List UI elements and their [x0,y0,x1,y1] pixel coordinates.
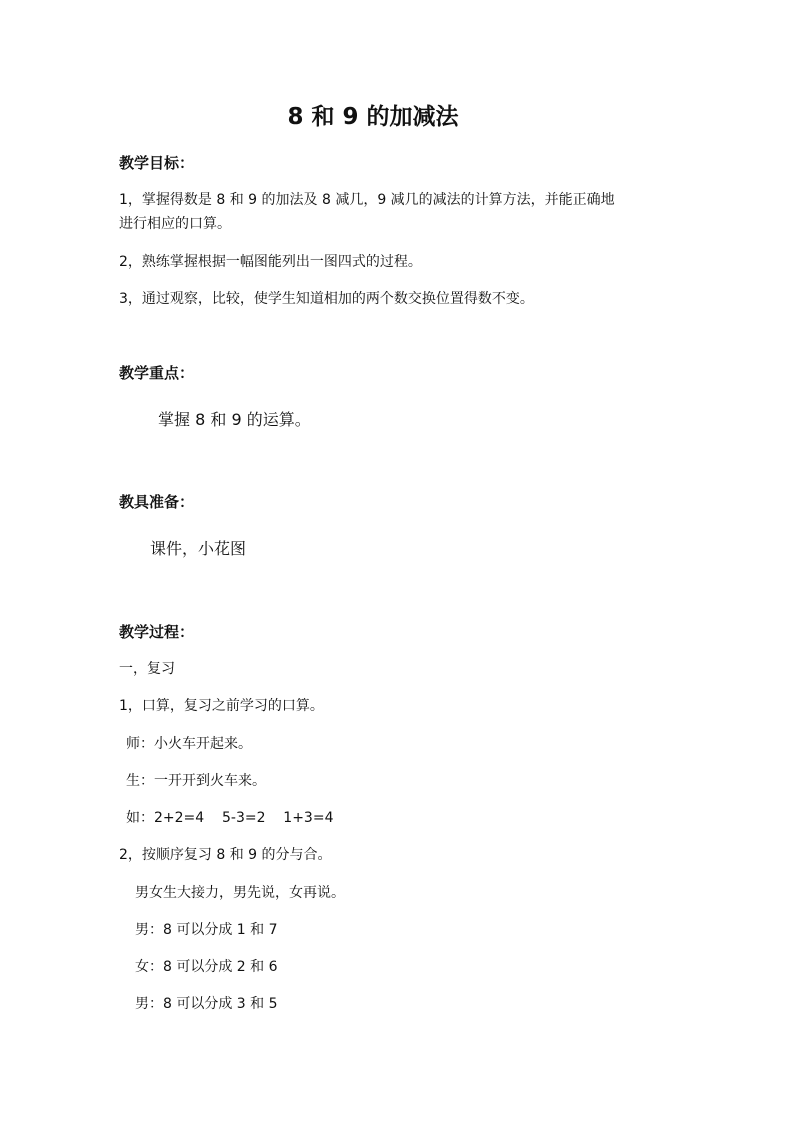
girl-line-1: 女：8 可以分成 2 和 6 [135,959,278,975]
materials-text: 课件，小花图 [150,539,247,558]
process-heading: 教学过程： [119,623,195,641]
review-section-title: 一，复习 [119,661,175,677]
boy-line-2: 男：8 可以分成 3 和 5 [135,996,278,1012]
teacher-line: 师：小火车开起来。 [126,736,252,752]
goal-item-2: 2，熟练掌握根据一幅图能列出一图四式的过程。 [119,254,422,270]
materials-heading: 教具准备： [119,493,195,511]
student-line: 生：一开开到火车来。 [126,773,266,789]
key-points-heading: 教学重点： [119,364,195,382]
process-step-2: 2，按顺序复习 8 和 9 的分与合。 [119,847,332,863]
goal-item-1-line-2: 进行相应的口算。 [119,216,231,232]
goal-item-1-line-1: 1，掌握得数是 8 和 9 的加法及 8 减几，9 减几的减法的计算方法，并能正确地 [119,192,615,208]
goals-heading: 教学目标： [119,154,195,172]
example-line: 如：2+2=4 5-3=2 1+3=4 [126,810,334,826]
goal-item-3: 3，通过观察，比较，使学生知道相加的两个数交换位置得数不变。 [119,291,534,307]
relay-instruction: 男女生大接力，男先说，女再说。 [135,885,345,901]
process-step-1: 1，口算，复习之前学习的口算。 [119,698,324,714]
document-title: 8 和 9 的加减法 [287,104,459,130]
boy-line-1: 男：8 可以分成 1 和 7 [135,922,278,938]
key-points-text: 掌握 8 和 9 的运算。 [158,410,311,429]
